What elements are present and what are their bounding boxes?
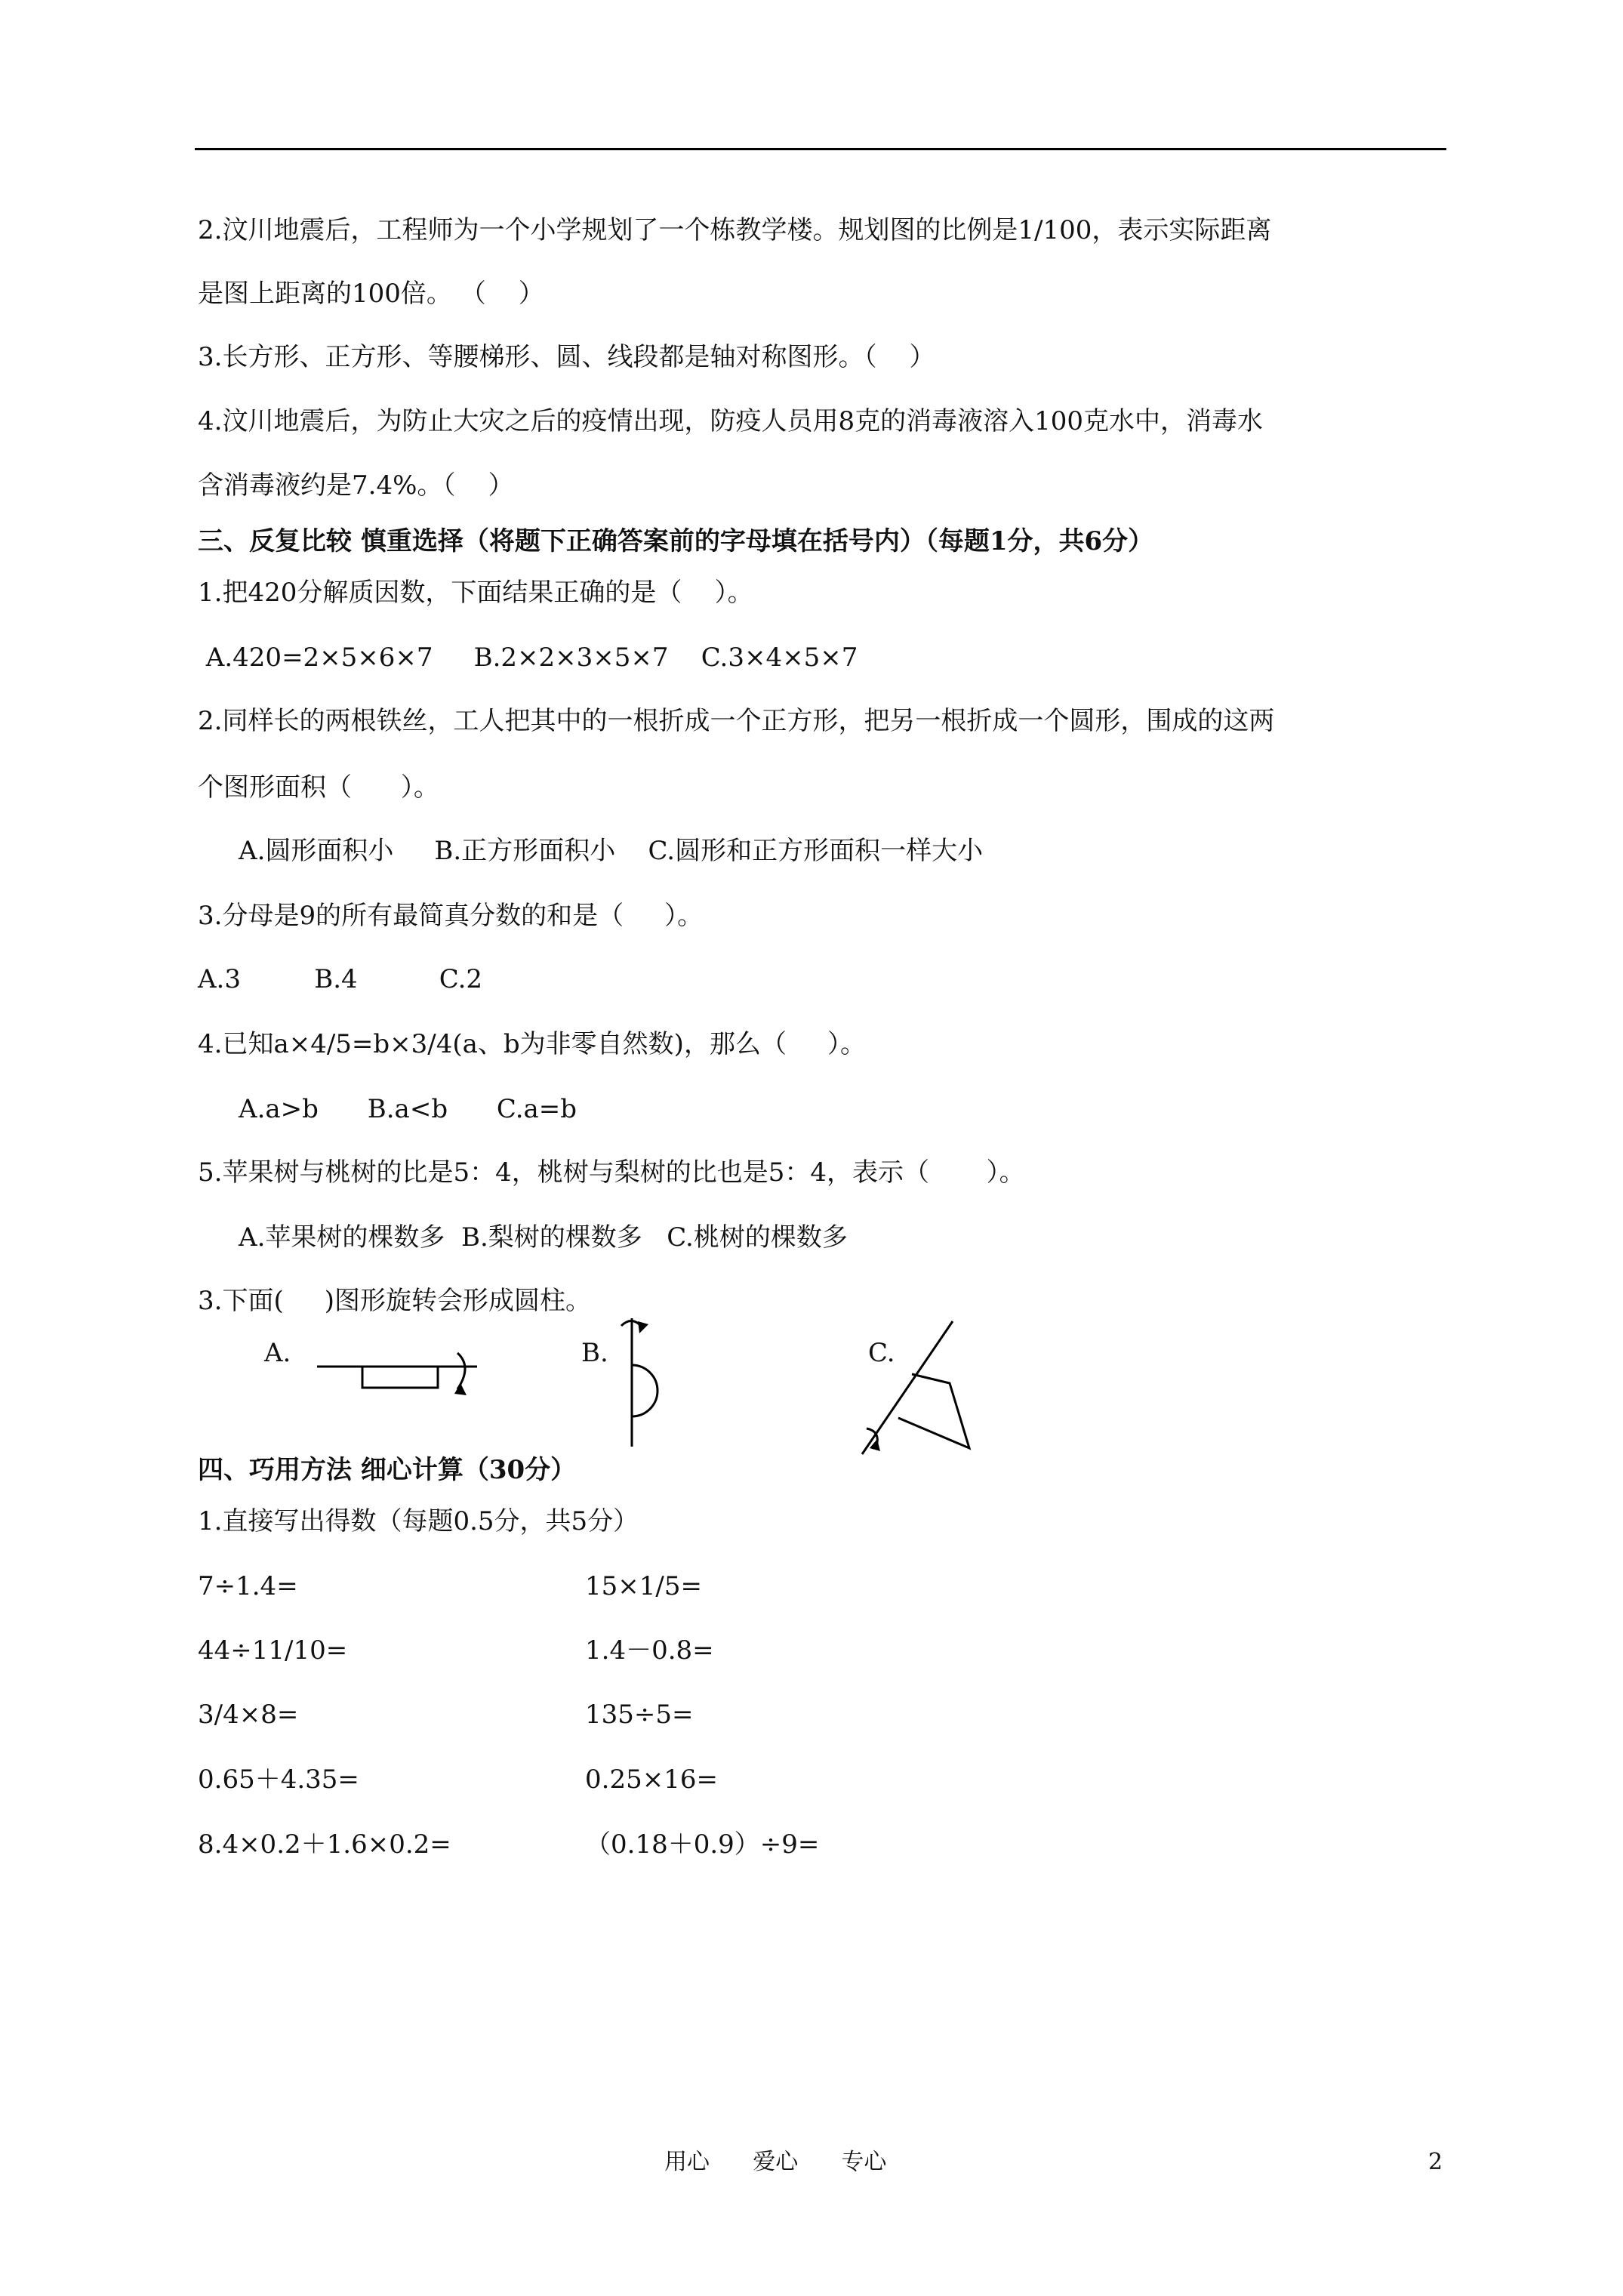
choice-q5-options: A.苹果树的棵数多 B.梨树的棵数多 C.桃树的棵数多 xyxy=(198,1222,848,1253)
calc-item: （0.18＋0.9）÷9= xyxy=(585,1829,820,1860)
calc-item: 44÷11/10= xyxy=(198,1635,348,1666)
calc-item: 135÷5= xyxy=(585,1700,694,1730)
judge-q2-line1: 2.汶川地震后，工程师为一个小学规划了一个栋教学楼。规划图的比例是1/100，表示实际距离 xyxy=(198,215,1272,245)
choice-q2-options: A.圆形面积小 B.正方形面积小 C.圆形和正方形面积一样大小 xyxy=(198,836,984,866)
judge-q3: 3.长方形、正方形、等腰梯形、圆、线段都是轴对称图形。（ ） xyxy=(198,342,935,372)
choice-q4-options: A.a>b B.a<b C.a=b xyxy=(198,1094,577,1124)
choice-heading: 三、反复比较 慎重选择（将题下正确答案前的字母填在括号内）（每题1分，共6分） xyxy=(198,526,1154,556)
choice-q1: 1.把420分解质因数，下面结果正确的是（ ）。 xyxy=(198,578,753,608)
calc-item: 3/4×8= xyxy=(198,1700,299,1730)
footer-motto: 用心 爱心 专心 xyxy=(664,2149,887,2175)
calc-heading: 四、巧用方法 细心计算（30分） xyxy=(198,1455,577,1485)
calc-item: 15×1/5= xyxy=(585,1571,702,1601)
figure-b-label: B. xyxy=(581,1338,608,1368)
choice-q3-options: A.3 B.4 C.2 xyxy=(198,964,483,994)
header-rule xyxy=(195,148,1446,150)
choice-q4: 4.已知a×4/5=b×3/4(a、b为非零自然数)，那么（ ）。 xyxy=(198,1029,866,1059)
calc-item: 0.65＋4.35= xyxy=(198,1764,359,1795)
choice-q6: 3.下面( )图形旋转会形成圆柱。 xyxy=(198,1286,592,1316)
judge-q2-line2: 是图上距离的100倍。 （ ） xyxy=(198,279,544,309)
choice-q2-line1: 2.同样长的两根铁丝，工人把其中的一根折成一个正方形，把另一根折成一个圆形，围成的这两 xyxy=(198,706,1275,736)
choice-q3: 3.分母是9的所有最简真分数的和是（ ）。 xyxy=(198,901,704,931)
calc-subheading: 1.直接写出得数（每题0.5分，共5分） xyxy=(198,1506,639,1536)
figure-b-semicircle-rotation xyxy=(615,1314,691,1450)
figure-c-label: C. xyxy=(868,1338,895,1368)
calc-item: 0.25×16= xyxy=(585,1764,718,1795)
choice-q2-line2: 个图形面积（ ）。 xyxy=(198,772,439,803)
calc-item: 1.4－0.8= xyxy=(585,1635,714,1666)
choice-q1-options: A.420=2×5×6×7 B.2×2×3×5×7 C.3×4×5×7 xyxy=(198,643,858,673)
figure-a-rectangle-rotation xyxy=(310,1336,483,1412)
calc-item: 7÷1.4= xyxy=(198,1571,298,1601)
judge-q4-line1: 4.汶川地震后，为防止大灾之后的疫情出现，防疫人员用8克的消毒液溶入100克水中，消毒水 xyxy=(198,406,1263,436)
choice-q5: 5.苹果树与桃树的比是5：4，桃树与梨树的比也是5：4，表示（ ）。 xyxy=(198,1157,1025,1188)
calc-item: 8.4×0.2＋1.6×0.2= xyxy=(198,1829,451,1860)
figure-c-triangle-rotation xyxy=(853,1314,989,1457)
figure-a-label: A. xyxy=(264,1338,291,1368)
judge-q4-line2: 含消毒液约是7.4%。（ ） xyxy=(198,470,514,501)
page-number: 2 xyxy=(1428,2149,1443,2175)
